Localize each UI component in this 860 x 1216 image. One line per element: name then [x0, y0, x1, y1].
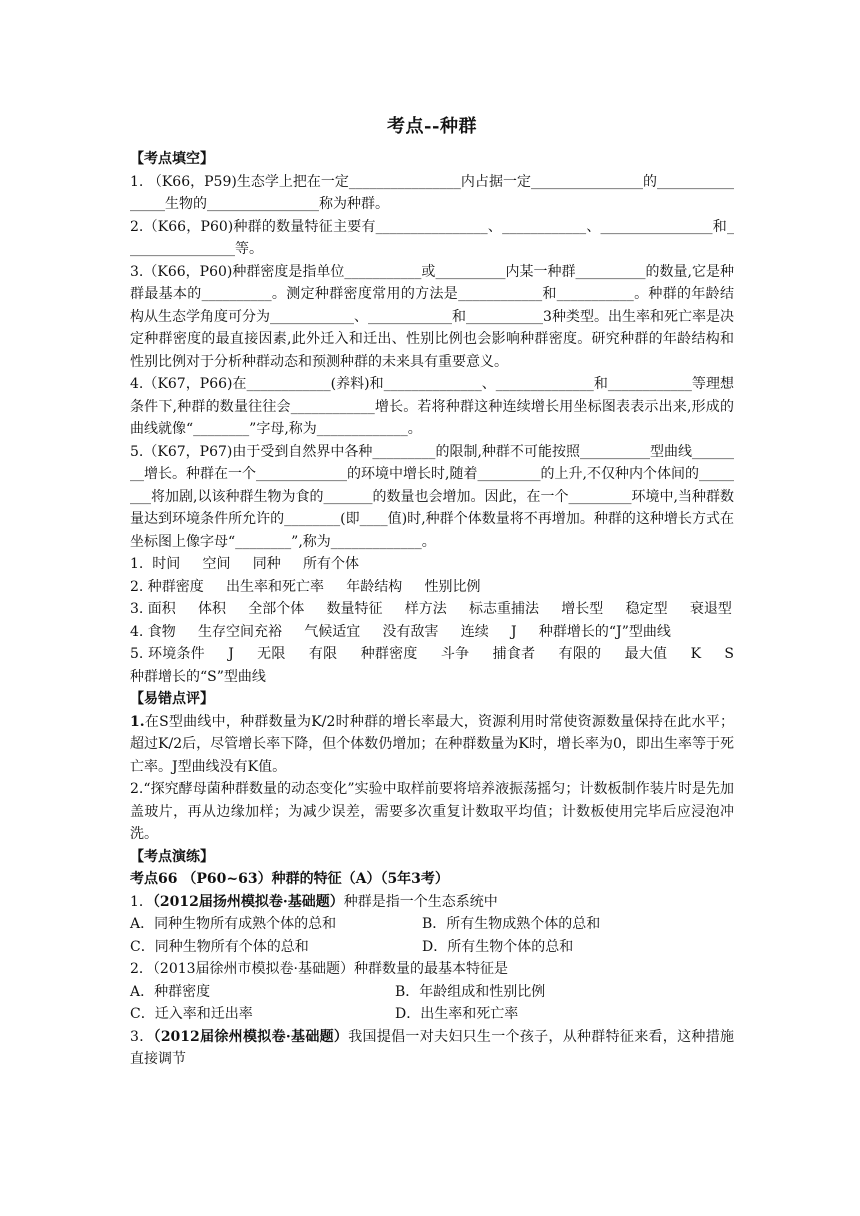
question-text: 我国提倡一对夫妇只生一个孩子，从种群特征来看，这种措施直接调节: [130, 1028, 734, 1067]
option-c: C．迁入率和迁出率: [130, 1006, 253, 1022]
option-row: [130, 1003, 734, 1026]
question-3: [130, 1026, 734, 1071]
error-item-number: 1.: [130, 713, 145, 730]
question-number: 2．: [130, 961, 153, 977]
error-list: [130, 711, 734, 846]
option-b: B．所有生物成熟个体的总和: [422, 916, 601, 932]
fill-in-item-1: 1. （K66，P59)生态学上把在一定________________内占据一定________________的________________生物的________________称为种群。: [130, 173, 734, 212]
fill-in-item-5: 5.（K67，P67)由于受到自然界中各种_________的限制,种群不可能按照__________型曲线________增长。种群在一个_____________的环境中增长时,随着_________的上升,不仅种内个体间的________将加剧,以该种群生物为食的_______的数量也会增加。因此，在一个_________环境中,当种群数量达到环境条件所允许的________(即____值)时,种群个体数量将不再增加。种群的这种增长方式在坐标图上像字母“________”,称为_____________。: [130, 443, 734, 550]
error-item-number: 2.: [130, 781, 144, 797]
error-item-text: 在S型曲线中，种群数量为K/2时种群的增长率最大，资源利用时常使资源数量保持在此水平；超过K/2后，尽管增长率下降，但个体数仍增加；在种群数量为K时，增长率为0，即出生率等于死亡率。J型曲线没有K值。: [130, 713, 734, 775]
error-item-1: [130, 711, 734, 779]
answer-line-1: 1. 时间 空间 同种 所有个体: [130, 556, 360, 572]
question-source: （2012届徐州模拟卷·基础题）: [153, 1028, 349, 1045]
section-heading-practice: 【考点演练】: [130, 848, 214, 865]
fill-in-item-2: 2.（K66，P60)种群的数量特征主要有________________、____________、________________和________________等。: [130, 218, 734, 257]
section-heading-fill-in: 【考点填空】: [130, 151, 214, 167]
fill-in-item-3: 3.（K66，P60)种群密度是指单位___________或__________内某一种群__________的数量,它是种群最基本的__________。测定种群密度常用的方法是____________和___________。种群的年龄结构从生态学角度可分为____________、____________和___________3种类型。出生率和死亡率是决定种群密度的最直接因素,此外迁入和迁出、性别比例也会影响种群密度。研究种群的年龄结构和性别比例对于分析种群动态和预测种群的未来具有重要意义。: [130, 263, 734, 370]
answer-line-5: 5. 环境条件 J 无限 有限 种群密度 斗争 捕食者 有限的 最大值 K S 种群增长的“S”型曲线: [130, 646, 757, 685]
option-row: [130, 913, 734, 936]
fill-in-item-4: 4.（K67，P66)在____________(养料)和______________、______________和____________等理想条件下,种群的数量往往会____________增长。若将种群这种连续增长用坐标图表表示出来,形成的曲线就像“________”字母,称为_____________。: [130, 376, 734, 437]
error-item-2: [130, 778, 734, 846]
section-heading-errors: 【易错点评】: [130, 691, 214, 707]
option-row: [130, 981, 734, 1004]
option-row: [130, 936, 734, 959]
question-source: （2012届扬州模拟卷·基础题）: [152, 893, 344, 910]
question-stem: [130, 1026, 734, 1071]
answer-list: [130, 553, 757, 688]
option-c: C．同种生物所有个体的总和: [130, 938, 309, 955]
option-a: A．种群密度: [130, 983, 211, 1000]
question-number: 3．: [130, 1028, 154, 1045]
answer-line-2: 2. 种群密度 出生率和死亡率 年龄结构 性别比例: [130, 578, 481, 595]
practice-topic: 考点66 （P60~63）种群的特征（A）（5年3考）: [130, 871, 449, 887]
question-text: 种群数量的最基本特征是: [354, 961, 509, 977]
question-2: [130, 958, 734, 1026]
answer-line-4: 4. 食物 生存空间充裕 气候适宜 没有敌害 连续 J 种群增长的“J”型曲线: [130, 623, 671, 640]
page-title: 考点--种群: [387, 116, 477, 137]
option-b: B．年龄组成和性别比例: [395, 983, 546, 1000]
question-source: （2013届徐州市模拟卷·基础题）: [152, 961, 355, 977]
fill-in-list: [130, 171, 734, 554]
option-d: D．出生率和死亡率: [395, 1006, 519, 1022]
question-stem: [130, 891, 734, 914]
option-a: A．同种生物所有成熟个体的总和: [130, 916, 337, 932]
option-d: D．所有生物个体的总和: [422, 938, 574, 955]
question-number: 1．: [130, 893, 153, 910]
answer-line-3: 3. 面积 体积 全部个体 数量特征 样方法 标志重捕法 增长型 稳定型 衰退型: [130, 601, 732, 617]
question-1: [130, 891, 734, 959]
error-item-text: “探究酵母菌种群数量的动态变化”实验中取样前要将培养液振荡摇匀；计数板制作装片时是先加盖玻片，再从边缘加样；为减少误差，需要多次重复计数取平均值；计数板使用完毕后应浸泡冲洗。: [130, 781, 734, 842]
question-stem: [130, 958, 734, 981]
question-text: 种群是指一个生态系统中: [343, 893, 498, 910]
